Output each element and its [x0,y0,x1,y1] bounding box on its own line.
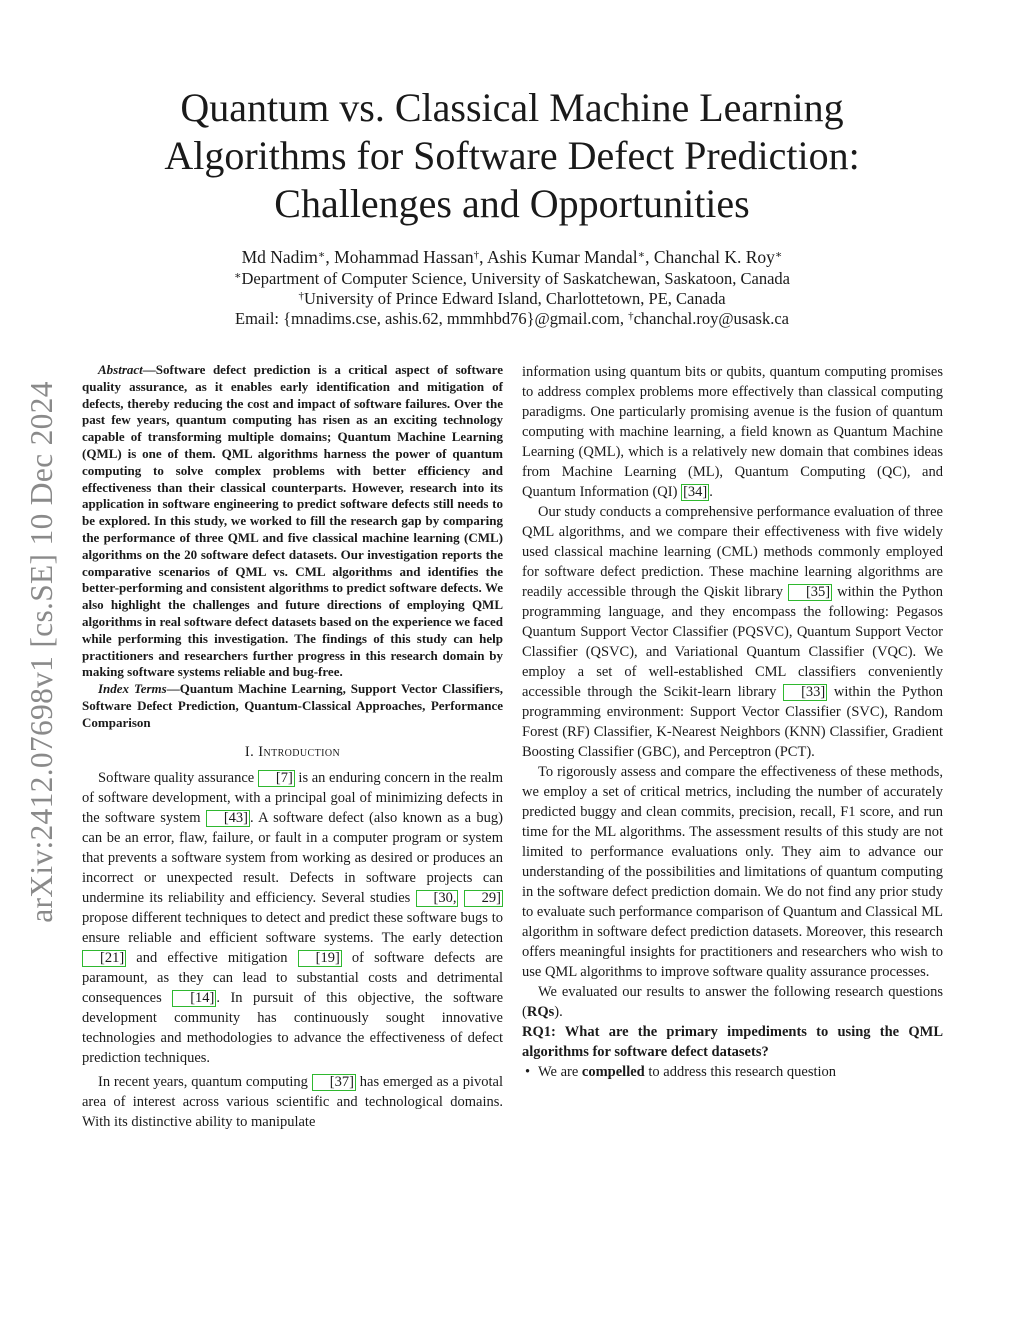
body-paragraph: We evaluated our results to answer the following research questions (RQs). [522,984,943,1020]
citation-link[interactable]: [43] [206,810,250,827]
citation-link[interactable]: [19] [298,950,342,967]
index-terms: Index Terms—Quantum Machine Learning, Support Vector Classifiers, Software Defect Prediction, Quantum-Classical Approaches, Performance Comparison [82,681,504,730]
left-column [82,362,503,1132]
affiliation: ∗Department of Computer Science, University of Saskatchewan, Saskatoon, Canada [234,269,790,288]
index-terms-label: Index Terms [98,681,167,697]
citation-link[interactable]: [21] [82,950,126,967]
bullet-icon: • [525,1064,531,1080]
author-list: Md Nadim∗, Mohammad Hassan†, Ashis Kumar Mandal∗, Chanchal K. Roy∗ [241,247,783,267]
author-name: Ashis Kumar Mandal [486,247,638,267]
citation-link[interactable]: [37] [312,1074,356,1091]
citation-link[interactable]: [35] [788,584,832,601]
title-line: Challenges and Opportunities [274,181,750,226]
list-item: • We are compelled to address this research question [525,1064,837,1080]
author-block [100,247,924,329]
citation-link[interactable]: 29] [464,890,503,907]
intro-paragraph: Software quality assurance [7] is an enduring concern in the realm of software development, with a principal goal of minimizing defects in the software system [43] . A software defect (also known as a bug) can be an error, flaw, failure, or fault in a computer program or system that prevents a software system from working as desired or produces an incorrect or unexpected result. Defects in software projects can undermine its reliability and efficiency. Several studies [30, 29] propose different techniques to detect and predict these software bugs to ensure reliable and efficient software systems. The early detection [21] and effective mitigation [19] of software defects are paramount, as they can lead to substantial costs and detrimental consequences [14] . In pursuit of this objective, the software development community has continuously sought innovative technologies and methodologies to advance the effectiveness of defect prediction techniques. [82,769,504,1066]
citation-link[interactable]: [14] [172,990,216,1007]
email-line: Email: {mnadims.cse, ashis.62, mmmhbd76}@gmail.com, †chanchal.roy@usask.ca [235,309,789,328]
citation-link[interactable]: [30, [416,890,459,907]
affiliation: †University of Prince Edward Island, Charlottetown, PE, Canada [298,289,726,308]
abstract: Abstract—Software defect prediction is a critical aspect of software quality assurance, as it enables early identification and mitigation of defects, thereby reducing the cost and impact of software failures. Over the past few years, quantum computing has risen as an exciting technology capable of transforming multiple domains; Quantum Machine Learning (QML) is one of them. QML algorithms harness the power of quantum computing to solve complex problems with better efficiency and effectiveness than their classical counterparts. However, research into its application in software engineering to predict software defects still needs to be explored. In this study, we worked to fill the research gap by comparing the performance of three QML and five classical machine learning (CML) algorithms on the 20 software defect datasets. Our investigation reports the comparative scenarios of QML vs. CML algorithms and identifies the better-performing and consistent algorithms to predict software defects. We also highlight the challenges and future directions of employing QML algorithms in real software defect datasets based on the experience we faced while performing this investigation. The findings of this study can help practitioners and researchers further progress in this research domain by making software systems reliable and bug-free. [82,362,503,680]
intro-paragraph: In recent years, quantum computing [37] has emerged as a pivotal area of interest across various scientific and technological domains. With its distinctive ability to manipulate [82,1073,503,1130]
author-name: Mohammad Hassan [334,247,474,267]
body-paragraph: Our study conducts a comprehensive performance evaluation of three QML algorithms, and we compare their effectiveness with five widely used classical machine learning (CML) methods commonly employed for software defect prediction. These machine learning algorithms are readily accessible through the Qiskit library [35] within the Python programming language, and they encompass the following: Pegasos Quantum Support Vector Classifier (PQSVC), Quantum Support Vector Classifier (QSVC), and Variational Quantum Classifier (VQC). We employ a set of well-established CML classifiers conveniently accessible through the Scikit-learn library [33] within the Python programming environment: Support Vector Classifier (SVC), Random Forest (RF) Classifier, K-Nearest Neighbors (KNN) Classifier, Gradient Boosting Classifier (GBC), and Perceptron (PCT). [522,504,943,760]
section-heading-introduction: I. Introduction [244,743,341,760]
research-question-rq1: RQ1: What are the primary impediments to using the QML algorithms for software defect datasets? [522,1024,943,1060]
citation-link[interactable]: [33] [783,684,827,701]
citation-link[interactable]: [34] [683,484,708,500]
body-paragraph: To rigorously assess and compare the effectiveness of these methods, we employ a set of critical metrics, including the number of accurately predicted buggy and clean commits, precision, recall, F1 score, and run time for the ML algorithms. The assessment results of this study are not limited to performance evaluations only. They aim to advance our understanding of the possibilities and limitations of quantum computing in the software defect prediction domain. We do not find any prior study to evaluate such performance comparison of Quantum and Classical ML algorithm in software defect prediction datasets. Moreover, this research offers meaningful insights for practitioners and researchers who wish to use QML algorithms to improve software quality assurance processes. [522,764,943,980]
arxiv-identifier-stamp: arXiv:2412.07698v1 [cs.SE] 10 Dec 2024 [24,381,59,923]
citation-link[interactable]: [7] [258,770,295,787]
title-line: Quantum vs. Classical Machine Learning [180,85,844,130]
abstract-label: Abstract [98,362,143,377]
title-line: Algorithms for Software Defect Prediction: [164,133,860,178]
right-column [522,362,943,1082]
body-paragraph: information using quantum bits or qubits, quantum computing promises to address complex problems more effectively than classical computing paradigms. One particularly promising avenue is the fusion of quantum computing with machine learning, a field known as Quantum Machine Learning (QML), which is a relatively new domain that combines ideas from Machine Learning (ML), Quantum Computing (QC), and Quantum Information (QI) [34] . [522,364,943,500]
author-name: Chanchal K. Roy [653,247,775,267]
author-name: Md Nadim [241,247,318,267]
paper-title [100,84,924,228]
